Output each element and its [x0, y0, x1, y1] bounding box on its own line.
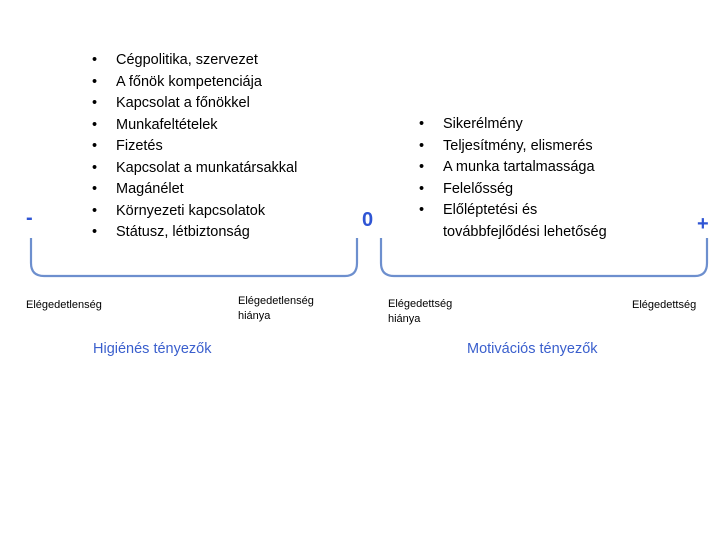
- hygiene-group-title: Higiénés tényezők: [93, 341, 212, 357]
- axis-minus-sign: -: [26, 207, 33, 229]
- label-no-satisfaction: [388, 297, 478, 327]
- hygiene-factor-list: [88, 50, 297, 244]
- motivation-group-title: Motivációs tényezők: [467, 341, 598, 357]
- list-item: • Magánélet: [88, 179, 297, 201]
- list-item-continuation: továbbfejlődési lehetőség: [443, 223, 607, 240]
- axis-plus-sign: +: [697, 213, 709, 235]
- motivation-factor-list: [415, 114, 607, 243]
- label-satisfaction: Elégedettség: [632, 299, 697, 311]
- axis-zero-sign: 0: [362, 209, 374, 231]
- label-line: Elégedetlenség: [238, 295, 314, 307]
- label-line: hiánya: [238, 310, 271, 322]
- list-item: • Fizetés: [88, 136, 297, 158]
- list-item: • Cégpolitika, szervezet: [88, 50, 297, 72]
- list-item: • A munka tartalmassága: [415, 157, 607, 179]
- list-item: • Munkafeltételek: [88, 115, 297, 137]
- list-item: • Kapcsolat a munkatársakkal: [88, 158, 297, 180]
- list-item: • Teljesítmény, elismerés: [415, 136, 607, 158]
- motivation-bracket: [381, 238, 707, 276]
- hygiene-bracket: [31, 238, 357, 276]
- list-item-text: Előléptetési és: [443, 202, 538, 218]
- list-item: • Felelősség: [415, 179, 607, 201]
- label-no-dissatisfaction: [238, 294, 338, 324]
- label-line: hiánya: [388, 313, 421, 325]
- list-item: • Sikerélmény: [415, 114, 607, 136]
- label-dissatisfaction: Elégedetlenség: [26, 299, 102, 311]
- label-line: Elégedettség: [388, 298, 453, 310]
- list-item: [415, 200, 607, 243]
- list-item: • Kapcsolat a főnökkel: [88, 93, 297, 115]
- list-item: • A főnök kompetenciája: [88, 72, 297, 94]
- list-item: • Környezeti kapcsolatok: [88, 201, 297, 223]
- list-item: • Státusz, létbiztonság: [88, 222, 297, 244]
